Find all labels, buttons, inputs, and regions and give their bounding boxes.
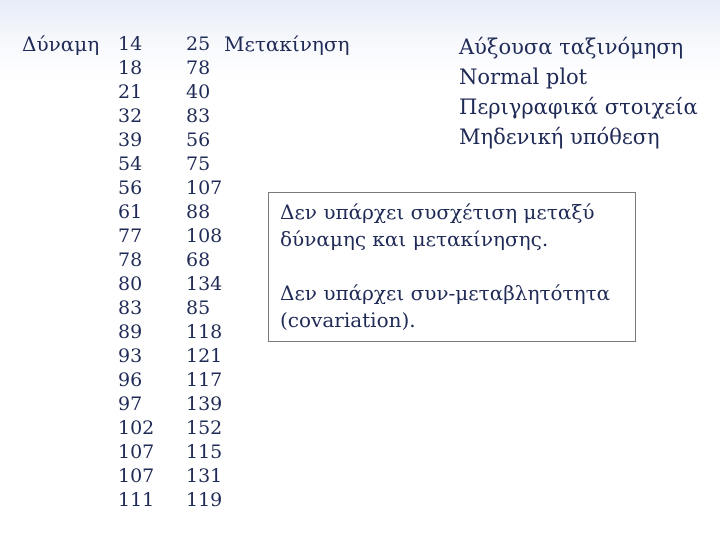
force-value: 93 — [118, 345, 143, 367]
force-value: 14 — [118, 33, 143, 55]
movement-value: 83 — [186, 105, 211, 127]
movement-value: 85 — [186, 297, 211, 319]
force-value: 102 — [118, 417, 155, 439]
movement-value: 56 — [186, 129, 211, 151]
force-value: 21 — [118, 81, 143, 103]
menu-item-ascending-sort[interactable]: Αύξουσα ταξινόμηση — [459, 35, 684, 59]
movement-value: 115 — [186, 441, 223, 463]
movement-value: 139 — [186, 393, 223, 415]
force-value: 97 — [118, 393, 143, 415]
force-value: 56 — [118, 177, 143, 199]
force-value: 61 — [118, 201, 143, 223]
force-value: 107 — [118, 465, 155, 487]
movement-values-column — [186, 32, 222, 512]
movement-value: 25 — [186, 33, 211, 55]
force-value: 32 — [118, 105, 143, 127]
movement-value: 117 — [186, 369, 223, 391]
movement-value: 88 — [186, 201, 211, 223]
movement-label: Μετακίνηση — [224, 32, 350, 56]
force-value: 39 — [118, 129, 143, 151]
menu-item-descriptive-stats[interactable]: Περιγραφικά στοιχεία — [459, 95, 698, 119]
action-menu — [459, 32, 698, 152]
movement-value: 107 — [186, 177, 223, 199]
note-no-covariation: Δεν υπάρχει συν-μεταβλητότητα (covariation). — [280, 281, 611, 332]
movement-value: 68 — [186, 249, 211, 271]
force-value: 78 — [118, 249, 143, 271]
force-value: 89 — [118, 321, 143, 343]
force-value: 77 — [118, 225, 143, 247]
movement-value: 119 — [186, 489, 223, 511]
force-value: 96 — [118, 369, 143, 391]
menu-item-null-hypothesis[interactable]: Μηδενική υπόθεση — [459, 125, 660, 149]
movement-value: 131 — [186, 465, 223, 487]
movement-value: 118 — [186, 321, 223, 343]
movement-value: 78 — [186, 57, 211, 79]
movement-value: 108 — [186, 225, 223, 247]
force-value: 107 — [118, 441, 155, 463]
force-value: 54 — [118, 153, 143, 175]
force-values-column — [118, 32, 154, 512]
movement-value: 75 — [186, 153, 211, 175]
movement-value: 40 — [186, 81, 211, 103]
force-label: Δύναμη — [22, 32, 100, 56]
movement-value: 121 — [186, 345, 223, 367]
movement-value: 134 — [186, 273, 223, 295]
force-value: 80 — [118, 273, 143, 295]
force-value: 111 — [118, 489, 155, 511]
force-value: 83 — [118, 297, 143, 319]
menu-item-normal-plot[interactable]: Normal plot — [459, 65, 588, 89]
note-no-correlation: Δεν υπάρχει συσχέτιση μεταξύ δύναμης και μετακίνησης. — [280, 200, 595, 251]
hypothesis-note-box — [268, 192, 636, 342]
movement-value: 152 — [186, 417, 223, 439]
force-value: 18 — [118, 57, 143, 79]
